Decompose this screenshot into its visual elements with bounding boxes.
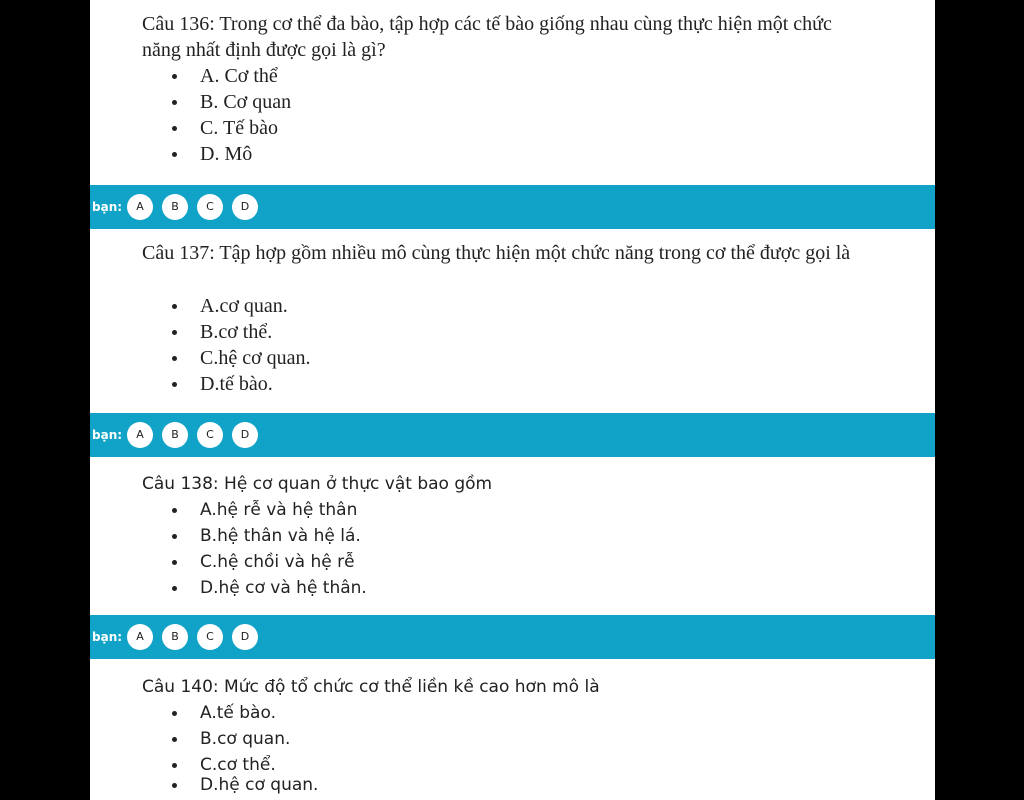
choice-c-button[interactable]: C: [197, 422, 223, 448]
option-c: [142, 115, 291, 141]
option-label: C.hệ chồi và hệ rễ: [200, 552, 355, 572]
question-text: Câu 137: Tập hợp gồm nhiều mô cùng thực hiện một chức năng trong cơ thể được gọi là: [142, 242, 851, 264]
option-d: [142, 575, 367, 601]
option-label: B.cơ thể.: [200, 321, 273, 343]
option-a: [142, 63, 291, 89]
bullet-icon: [172, 356, 177, 361]
bullet-icon: [172, 711, 177, 716]
bullet-icon: [172, 783, 177, 788]
option-label: A.hệ rễ và hệ thân: [200, 500, 358, 520]
answer-bar: [90, 185, 935, 229]
choice-c-button[interactable]: C: [197, 624, 223, 650]
bullet-icon: [172, 508, 177, 513]
option-label: D.hệ cơ quan.: [200, 775, 319, 795]
option-c: [142, 549, 367, 575]
option-list: [142, 497, 367, 601]
choice-b-button[interactable]: B: [162, 624, 188, 650]
option-label: C.hệ cơ quan.: [200, 347, 311, 369]
option-label: D.tế bào.: [200, 373, 273, 395]
option-c: [142, 752, 318, 775]
option-b: [142, 726, 318, 752]
option-label: A.tế bào.: [200, 703, 276, 723]
bullet-icon: [172, 100, 177, 105]
question-text: Câu 138: Hệ cơ quan ở thực vật bao gồm: [142, 474, 493, 494]
option-list: [142, 63, 291, 167]
choice-b-button[interactable]: B: [162, 422, 188, 448]
bullet-icon: [172, 330, 177, 335]
bullet-icon: [172, 534, 177, 539]
option-b: [142, 523, 367, 549]
choice-c-button[interactable]: C: [197, 194, 223, 220]
option-list: [142, 700, 318, 798]
option-a: [142, 497, 367, 523]
option-label: D. Mô: [200, 143, 253, 165]
bullet-icon: [172, 382, 177, 387]
bullet-icon: [172, 737, 177, 742]
option-a: [142, 293, 311, 319]
bullet-icon: [172, 126, 177, 131]
answer-label: bạn:: [92, 630, 123, 644]
option-c: [142, 345, 311, 371]
option-d: [142, 141, 291, 167]
choice-b-button[interactable]: B: [162, 194, 188, 220]
option-a: [142, 700, 318, 726]
bullet-icon: [172, 152, 177, 157]
option-label: C. Tế bào: [200, 117, 278, 139]
option-label: A.cơ quan.: [200, 295, 288, 317]
bullet-icon: [172, 586, 177, 591]
option-b: [142, 89, 291, 115]
option-list: [142, 293, 311, 397]
answer-bar: [90, 615, 935, 659]
option-d: [142, 772, 318, 798]
choice-d-button[interactable]: D: [232, 422, 258, 448]
option-label: B.hệ thân và hệ lá.: [200, 526, 361, 546]
option-d: [142, 371, 311, 397]
choice-d-button[interactable]: D: [232, 194, 258, 220]
quiz-content: [90, 0, 935, 800]
question-text: Câu 136: Trong cơ thể đa bào, tập hợp các tế bào giống nhau cùng thực hiện một chức năng nhất định được gọi là gì?: [142, 13, 832, 61]
answer-label: bạn:: [92, 428, 123, 442]
bullet-icon: [172, 74, 177, 79]
option-label: B.cơ quan.: [200, 729, 291, 749]
option-label: B. Cơ quan: [200, 91, 292, 113]
choice-a-button[interactable]: A: [127, 194, 153, 220]
option-label: A. Cơ thể: [200, 65, 278, 87]
option-label: C.cơ thể.: [200, 755, 276, 775]
answer-label: bạn:: [92, 200, 123, 214]
option-label: D.hệ cơ và hệ thân.: [200, 578, 367, 598]
bullet-icon: [172, 304, 177, 309]
bullet-icon: [172, 763, 177, 768]
option-b: [142, 319, 311, 345]
choice-a-button[interactable]: A: [127, 624, 153, 650]
bullet-icon: [172, 560, 177, 565]
answer-bar: [90, 413, 935, 457]
question-text: Câu 140: Mức độ tổ chức cơ thể liền kề cao hơn mô là: [142, 677, 600, 697]
choice-a-button[interactable]: A: [127, 422, 153, 448]
choice-d-button[interactable]: D: [232, 624, 258, 650]
